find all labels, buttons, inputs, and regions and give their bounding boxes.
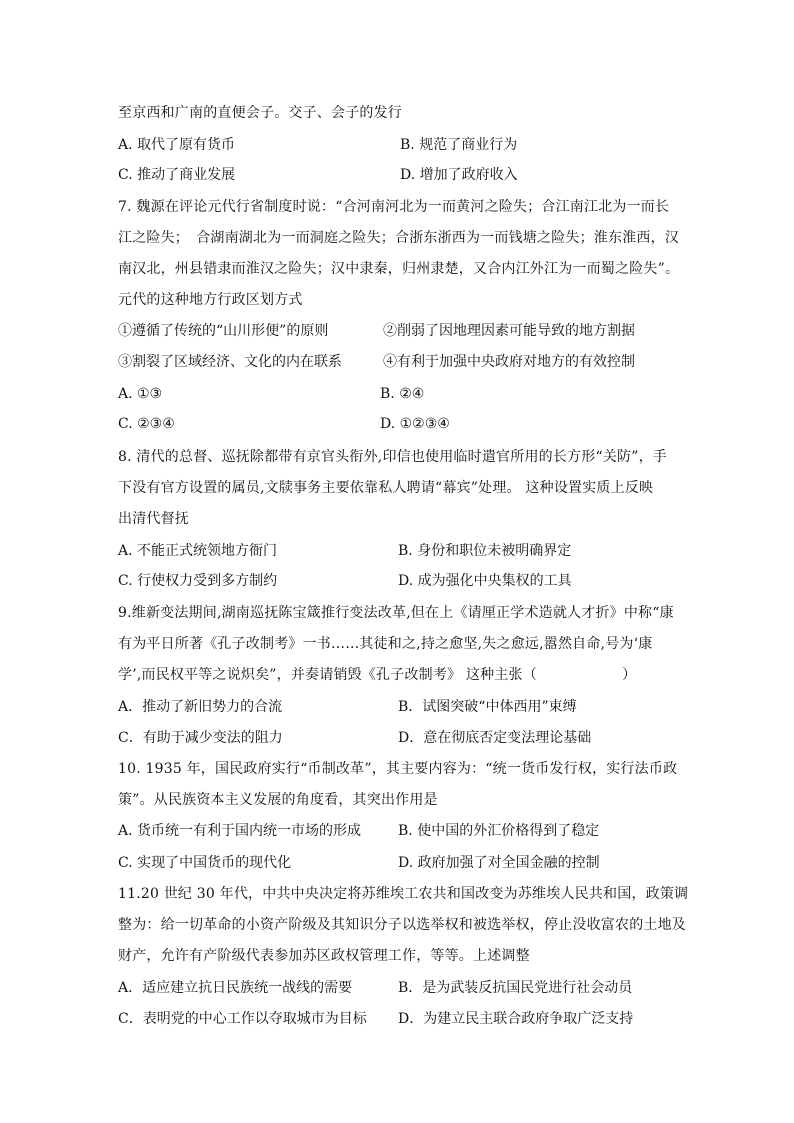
q11-option-b[interactable]: B．是为武装反抗国民党进行社会动员 <box>398 980 633 996</box>
q8-option-a[interactable]: A. 不能正式统领地方衙门 <box>118 543 278 559</box>
q9-options-row-1 <box>118 699 678 715</box>
q6-option-b[interactable]: B. 规范了商业行为 <box>400 137 518 153</box>
q10-option-d[interactable]: D. 政府加强了对全国金融的控制 <box>398 855 600 871</box>
q7-item-2: ②削弱了因地理因素可能导致的地方割据 <box>383 323 635 339</box>
q11-stem-line-2: 整为：给一切革命的小资产阶级及其知识分子以选举权和被选举权，停止没收富农的土地及 <box>118 917 686 933</box>
q10-options-row-2 <box>118 855 678 871</box>
q11-option-c[interactable]: C．表明党的中心工作以夺取城市为目标 <box>118 1011 367 1027</box>
q9-options-row-2 <box>118 730 678 746</box>
q7-stem-line-3: 南汉北，州县错隶而淮汉之险失；汉中隶秦，归州隶楚，又合内江外江为一而蜀之险失”。 <box>118 261 680 277</box>
q6-option-a[interactable]: A. 取代了原有货币 <box>118 137 236 153</box>
q6-options-row-2 <box>118 167 678 183</box>
q7-item-1: ①遵循了传统的“山川形便”的原则 <box>118 323 329 339</box>
q7-stem-line-2: 江之险失； 合湖南湖北为一而洞庭之险失；合浙东浙西为一而钱塘之险失；淮东淮西，汉 <box>118 230 679 246</box>
q6-options-row-1 <box>118 137 678 153</box>
q7-option-d[interactable]: D. ①②③④ <box>380 416 450 432</box>
q7-option-b[interactable]: B. ②④ <box>380 386 425 402</box>
q7-stem-line-1: 7. 魏源在评论元代行省制度时说：“合河南河北为一而黄河之险失；合江南江北为一而长 <box>118 199 670 215</box>
q7-items-row-1 <box>118 323 678 339</box>
q9-stem-line-1: 9.维新变法期间,湖南巡抚陈宝箴推行变法改革,但在上《请厘正学术造就人才折》中称“康 <box>118 605 674 621</box>
q10-option-b[interactable]: B. 使中国的外汇价格得到了稳定 <box>398 823 600 839</box>
q11-option-d[interactable]: D．为建立民主联合政府争取广泛支持 <box>398 1011 634 1027</box>
q8-options-row-2 <box>118 573 678 589</box>
q10-option-a[interactable]: A. 货币统一有利于国内统一市场的形成 <box>118 823 362 839</box>
q10-stem-line-2: 策”。从民族资本主义发展的角度看，其突出作用是 <box>118 792 438 808</box>
q6-option-d[interactable]: D. 增加了政府收入 <box>400 167 518 183</box>
q7-stem-line-4: 元代的这种地方行政区划方式 <box>118 292 303 308</box>
q7-option-c[interactable]: C. ②③④ <box>118 416 175 432</box>
q7-item-3: ③割裂了区域经济、文化的内在联系 <box>118 354 342 370</box>
q8-option-c[interactable]: C. 行使权力受到多方制约 <box>118 573 278 589</box>
q6-stem-tail: 至京西和广南的直便会子。交子、会子的发行 <box>118 105 402 121</box>
q9-stem-line-2: 有为平日所著《孔子改制考》一书……其徒和之,持之愈坚,失之愈远,嚣然自命,号为‘康 <box>118 636 653 652</box>
q8-option-d[interactable]: D. 成为强化中央集权的工具 <box>398 573 572 589</box>
q11-stem-line-3: 财产，允许有产阶级代表参加苏区政权管理工作，等等。上述调整 <box>118 948 530 964</box>
q9-option-c[interactable]: C．有助于减少变法的阻力 <box>118 730 283 746</box>
q8-stem-line-2: 下没有官方设置的属员,文牍事务主要依靠私人聘请“幕宾”处理。 这种设置实质上反映 <box>118 480 654 496</box>
q11-option-a[interactable]: A．适应建立抗日民族统一战线的需要 <box>118 980 353 996</box>
q10-options-row-1 <box>118 823 678 839</box>
q10-stem-line-1: 10. 1935 年，国民政府实行“币制改革”，其主要内容为：“统一货币发行权，实行法币政 <box>118 761 678 777</box>
q6-option-c[interactable]: C. 推动了商业发展 <box>118 167 236 183</box>
q7-item-4: ④有利于加强中央政府对地方的有效控制 <box>383 354 635 370</box>
q9-stem-line-3: 学’,而民权平等之说炽矣”，并奏请销毁《孔子改制考》 这种主张（ ） <box>118 667 637 683</box>
q8-stem-line-3: 出清代督抚 <box>118 511 189 527</box>
q11-options-row-1 <box>118 980 678 996</box>
q11-stem-line-1: 11.20 世纪 30 年代，中共中央决定将苏维埃工农共和国改变为苏维埃人民共和国，政策调 <box>118 886 689 902</box>
q8-stem-line-1: 8. 清代的总督、巡抚除都带有京官头衔外,印信也使用临时遣官所用的长方形“关防”，手 <box>118 449 667 465</box>
q9-option-d[interactable]: D．意在彻底否定变法理论基础 <box>398 730 592 746</box>
q11-options-row-2 <box>118 1011 678 1027</box>
q7-option-a[interactable]: A. ①③ <box>118 386 163 402</box>
q10-option-c[interactable]: C. 实现了中国货币的现代化 <box>118 855 292 871</box>
q9-option-b[interactable]: B．试图突破“中体西用”束缚 <box>398 699 577 715</box>
q9-option-a[interactable]: A．推动了新旧势力的合流 <box>118 699 283 715</box>
q7-options-row-1 <box>118 386 678 402</box>
q8-options-row-1 <box>118 543 678 559</box>
q7-items-row-2 <box>118 354 678 370</box>
q8-option-b[interactable]: B. 身份和职位未被明确界定 <box>398 543 572 559</box>
q7-options-row-2 <box>118 416 678 432</box>
